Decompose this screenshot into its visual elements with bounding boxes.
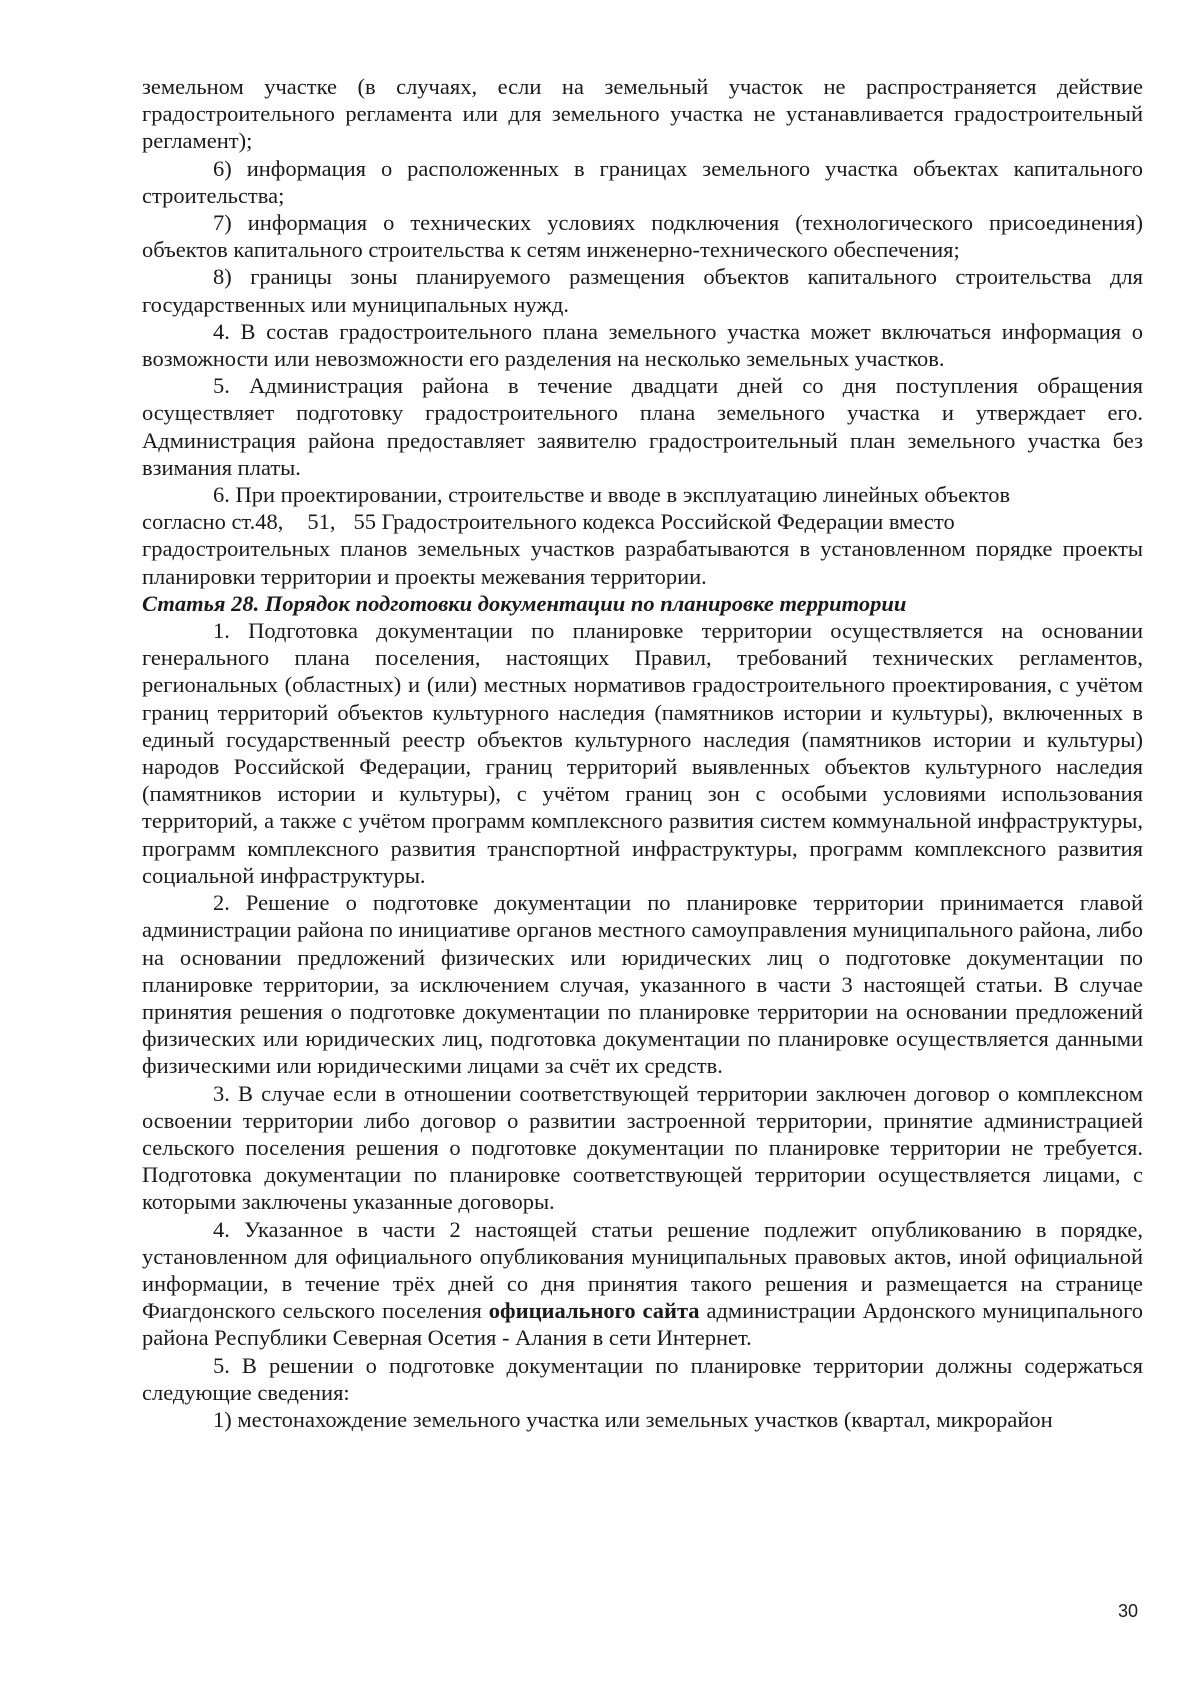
paragraph: градостроительных планов земельных участков разрабатываются в установленном порядке проекты планировки территории и проекты межевания территории. [142, 536, 1143, 589]
paragraph [142, 1216, 1143, 1352]
bold-text-fragment: официального сайта [488, 1298, 700, 1324]
article-heading: Статья 28. Порядок подготовки документации по планировке территории [142, 590, 907, 616]
text-fragment: согласно ст.48, [142, 509, 284, 535]
paragraph: 5. Администрация района в течение двадцати дней со дня поступления обращения осуществляет подготовку градостроительного плана земельного участка и утверждает его. Администрация района предоставляет заявителю градостроительный план земельного участка без взимания платы. [142, 373, 1143, 480]
paragraph-line [142, 508, 1143, 535]
paragraph: 3. В случае если в отношении соответствующей территории заключен договор о комплексном освоении территории либо договор о развитии застроенной территории, принятие администрацией сельского поселения решения о подготовке документации по планировке территории не требуется. Подготовка документации по планировке соответствующей территории осуществляется лицами, с которыми заключены указанные договоры. [142, 1080, 1143, 1215]
paragraph: земельном участке (в случаях, если на земельный участок не распространяется действие градостроительного регламента или для земельного участка не устанавливается градостроительный регламент); [142, 74, 1143, 154]
text-fragment: 51, [307, 509, 336, 535]
page-number: 30 [1118, 1601, 1139, 1621]
paragraph: 7) информация о технических условиях подключения (технологического присоединения) объектов капитального строительства к сетям инженерно-технического обеспечения; [142, 210, 1143, 263]
text-fragment: 55 Градостроительного кодекса Российской Федерации вместо [353, 509, 955, 535]
paragraph: 6) информация о расположенных в границах земельного участка объектах капитального строительства; [142, 155, 1143, 208]
paragraph: 5. В решении о подготовке документации по планировке территории должны содержаться следующие сведения: [142, 1352, 1143, 1405]
text-fragment: 4. Указанное в части 2 настоящей статьи решение подлежит опубликованию в порядке, установленном для официального опубликования муниципальных правовых актов, иной официальной информации, в течение трёх дней со дня принятия такого решения и размещается на странице Фиагдонского сельского поселения [142, 1216, 1143, 1324]
paragraph: 4. В состав градостроительного плана земельного участка может включаться информация о возможности или невозможности его разделения на несколько земельных участков. [142, 318, 1143, 372]
paragraph: 1) местонахождение земельного участка или земельных участков (квартал, микрорайон [213, 1406, 1053, 1432]
paragraph: 1. Подготовка документации по планировке территории осуществляется на основании генерального плана поселения, настоящих Правил, требований технических регламентов, региональных (областных) и (или) местных нормативов градостроительного проектирования, с учётом границ территорий объектов культурного наследия (памятников истории и культуры), включенных в единый государственный реестр объектов культурного наследия (памятников истории и культуры) народов Российской Федерации, границ территорий выявленных объектов культурного наследия (памятников истории и культуры), с учётом границ зон с особыми условиями использования территорий, а также с учётом программ комплексного развития систем коммунальной инфраструктуры, программ комплексного развития транспортной инфраструктуры, программ комплексного развития социальной инфраструктуры. [142, 618, 1143, 888]
paragraph: 6. При проектировании, строительстве и вводе в эксплуатацию линейных объектов [213, 482, 1011, 508]
text-fragment: администрации Ардонского муниципального района Республики Северная Осетия - Алания в сети Интернет. [142, 1298, 1144, 1351]
document-body [142, 73, 1143, 1433]
paragraph: 2. Решение о подготовке документации по планировке территории принимается главой администрации района по инициативе органов местного самоуправления муниципального района, либо на основании предложений физических или юридических лиц о подготовке документации по планировке территории, за исключением случая, указанного в части 3 настоящей статьи. В случае принятия решения о подготовке документации по планировке территории на основании предложений физических или юридических лиц, подготовка документации по планировке осуществляется данными физическими или юридическими лицами за счёт их средств. [142, 890, 1143, 1079]
paragraph: 8) границы зоны планируемого размещения объектов капитального строительства для государственных или муниципальных нужд. [142, 264, 1143, 317]
